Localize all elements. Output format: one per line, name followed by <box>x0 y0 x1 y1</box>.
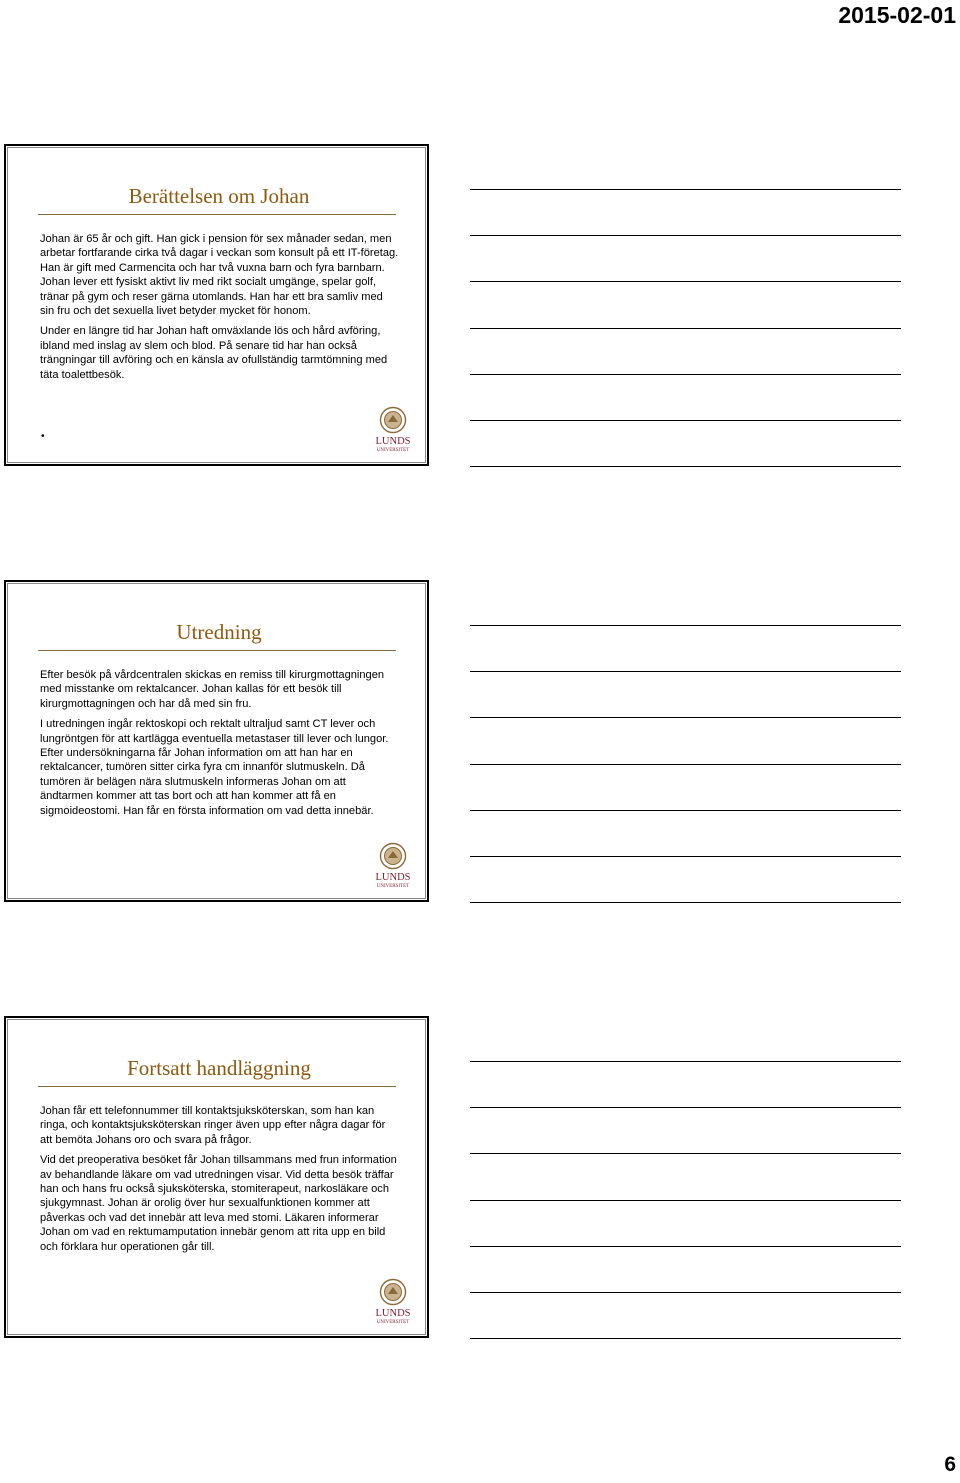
paragraph: Johan får ett telefonnummer till kontaktsjuksköterskan, som han kan ringa, och kontaktsjuksköterskan ringer även upp efter några dagar för att bemöta Johans oro och svara på frågor. <box>40 1105 386 1146</box>
note-line <box>470 810 901 811</box>
note-line <box>470 764 901 765</box>
note-line <box>470 856 901 857</box>
paragraph: Efter besök på vårdcentralen skickas en remiss till kirurgmottagningen med misstanke om rektalcancer. Johan kallas för ett besök till kirurgmottagningen och har då med sin fru. <box>40 669 385 710</box>
note-line <box>470 1338 901 1339</box>
note-line <box>470 1153 901 1154</box>
note-line <box>470 717 901 718</box>
header-date: 2015-02-01 <box>838 2 956 28</box>
title-divider <box>38 214 396 215</box>
slide-2 <box>4 580 429 902</box>
slide-3 <box>4 1016 429 1338</box>
note-line <box>470 235 901 236</box>
lunds-universitet-logo <box>372 842 414 890</box>
note-line <box>470 374 901 375</box>
title-divider <box>38 650 396 651</box>
svg-text:LUNDS: LUNDS <box>375 872 411 883</box>
bullet-point: • <box>41 431 45 442</box>
svg-text:UNIVERSITET: UNIVERSITET <box>376 1320 410 1325</box>
slide-title: Fortsatt handläggning <box>127 1056 311 1080</box>
title-divider <box>38 1086 396 1087</box>
slide-1 <box>4 144 429 466</box>
note-line <box>470 328 901 329</box>
note-line <box>470 420 901 421</box>
slide-body <box>40 668 400 824</box>
note-line <box>470 1292 901 1293</box>
slide-title: Berättelsen om Johan <box>128 184 310 208</box>
note-line <box>470 281 901 282</box>
paragraph: Under en längre tid har Johan haft omväxlande lös och hård avföring, ibland med inslag av slem och blod. På senare tid har han också trängningar till avföring och en känsla av ofullständig tarmtömning med täta toalettbesök. <box>40 325 388 381</box>
note-line <box>470 466 901 467</box>
paragraph: I utredningen ingår rektoskopi och rektalt ultraljud samt CT lever och lungröntgen för att kartlägga eventuella metastaser till lever och lungor. Efter undersökningarna får Johan information om att han har en rektalcancer, tumören sitter cirka fyra cm innanför slutmuskeln. Då tumören är belägen nära slutmuskeln informeras Johan om att ändtarmen kommer att tas bort och att han kommer att få en sigmoideostomi. Han får en första information om vad detta innebär. <box>40 718 389 817</box>
note-line <box>470 1061 901 1062</box>
slide-body <box>40 232 400 388</box>
page-number: 6 <box>944 1453 956 1476</box>
svg-text:LUNDS: LUNDS <box>375 436 411 447</box>
lunds-universitet-logo <box>372 406 414 454</box>
note-line <box>470 1200 901 1201</box>
note-line <box>470 902 901 903</box>
slide-body <box>40 1104 400 1260</box>
lunds-universitet-logo <box>372 1278 414 1326</box>
svg-text:LUNDS: LUNDS <box>375 1308 411 1319</box>
note-line <box>470 1107 901 1108</box>
note-line <box>470 189 901 190</box>
note-line <box>470 671 901 672</box>
svg-text:UNIVERSITET: UNIVERSITET <box>376 448 410 453</box>
paragraph: Johan är 65 år och gift. Han gick i pension för sex månader sedan, men arbetar fortfarande cirka två dagar i veckan som konsult på ett IT-företag. Han är gift med Carmencita och har två vuxna barn och fyra barnbarn. Johan lever ett fysiskt aktivt liv med rikt socialt umgänge, spelar golf, tränar på gym och reser gärna utomlands. Han har ett bra samliv med sin fru och det sexuella livet betyder mycket för honom. <box>40 233 399 318</box>
note-line <box>470 1246 901 1247</box>
note-line <box>470 625 901 626</box>
paragraph: Vid det preoperativa besöket får Johan tillsammans med frun information av behandlande läkare om vad utredningen visar. Vid detta besök träffar han och hans fru också sjuksköterska, stomiterapeut, narkosläkare och sjukgymnast. Johan är orolig över hur sexualfunktionen kommer att påverkas och vad det innebär att leva med stomi. Läkaren informerar Johan om vad en rektumamputation innebär genom att rita upp en bild och förklara hur operationen går till. <box>40 1154 397 1253</box>
slide-title: Utredning <box>176 620 262 644</box>
svg-text:UNIVERSITET: UNIVERSITET <box>376 884 410 889</box>
